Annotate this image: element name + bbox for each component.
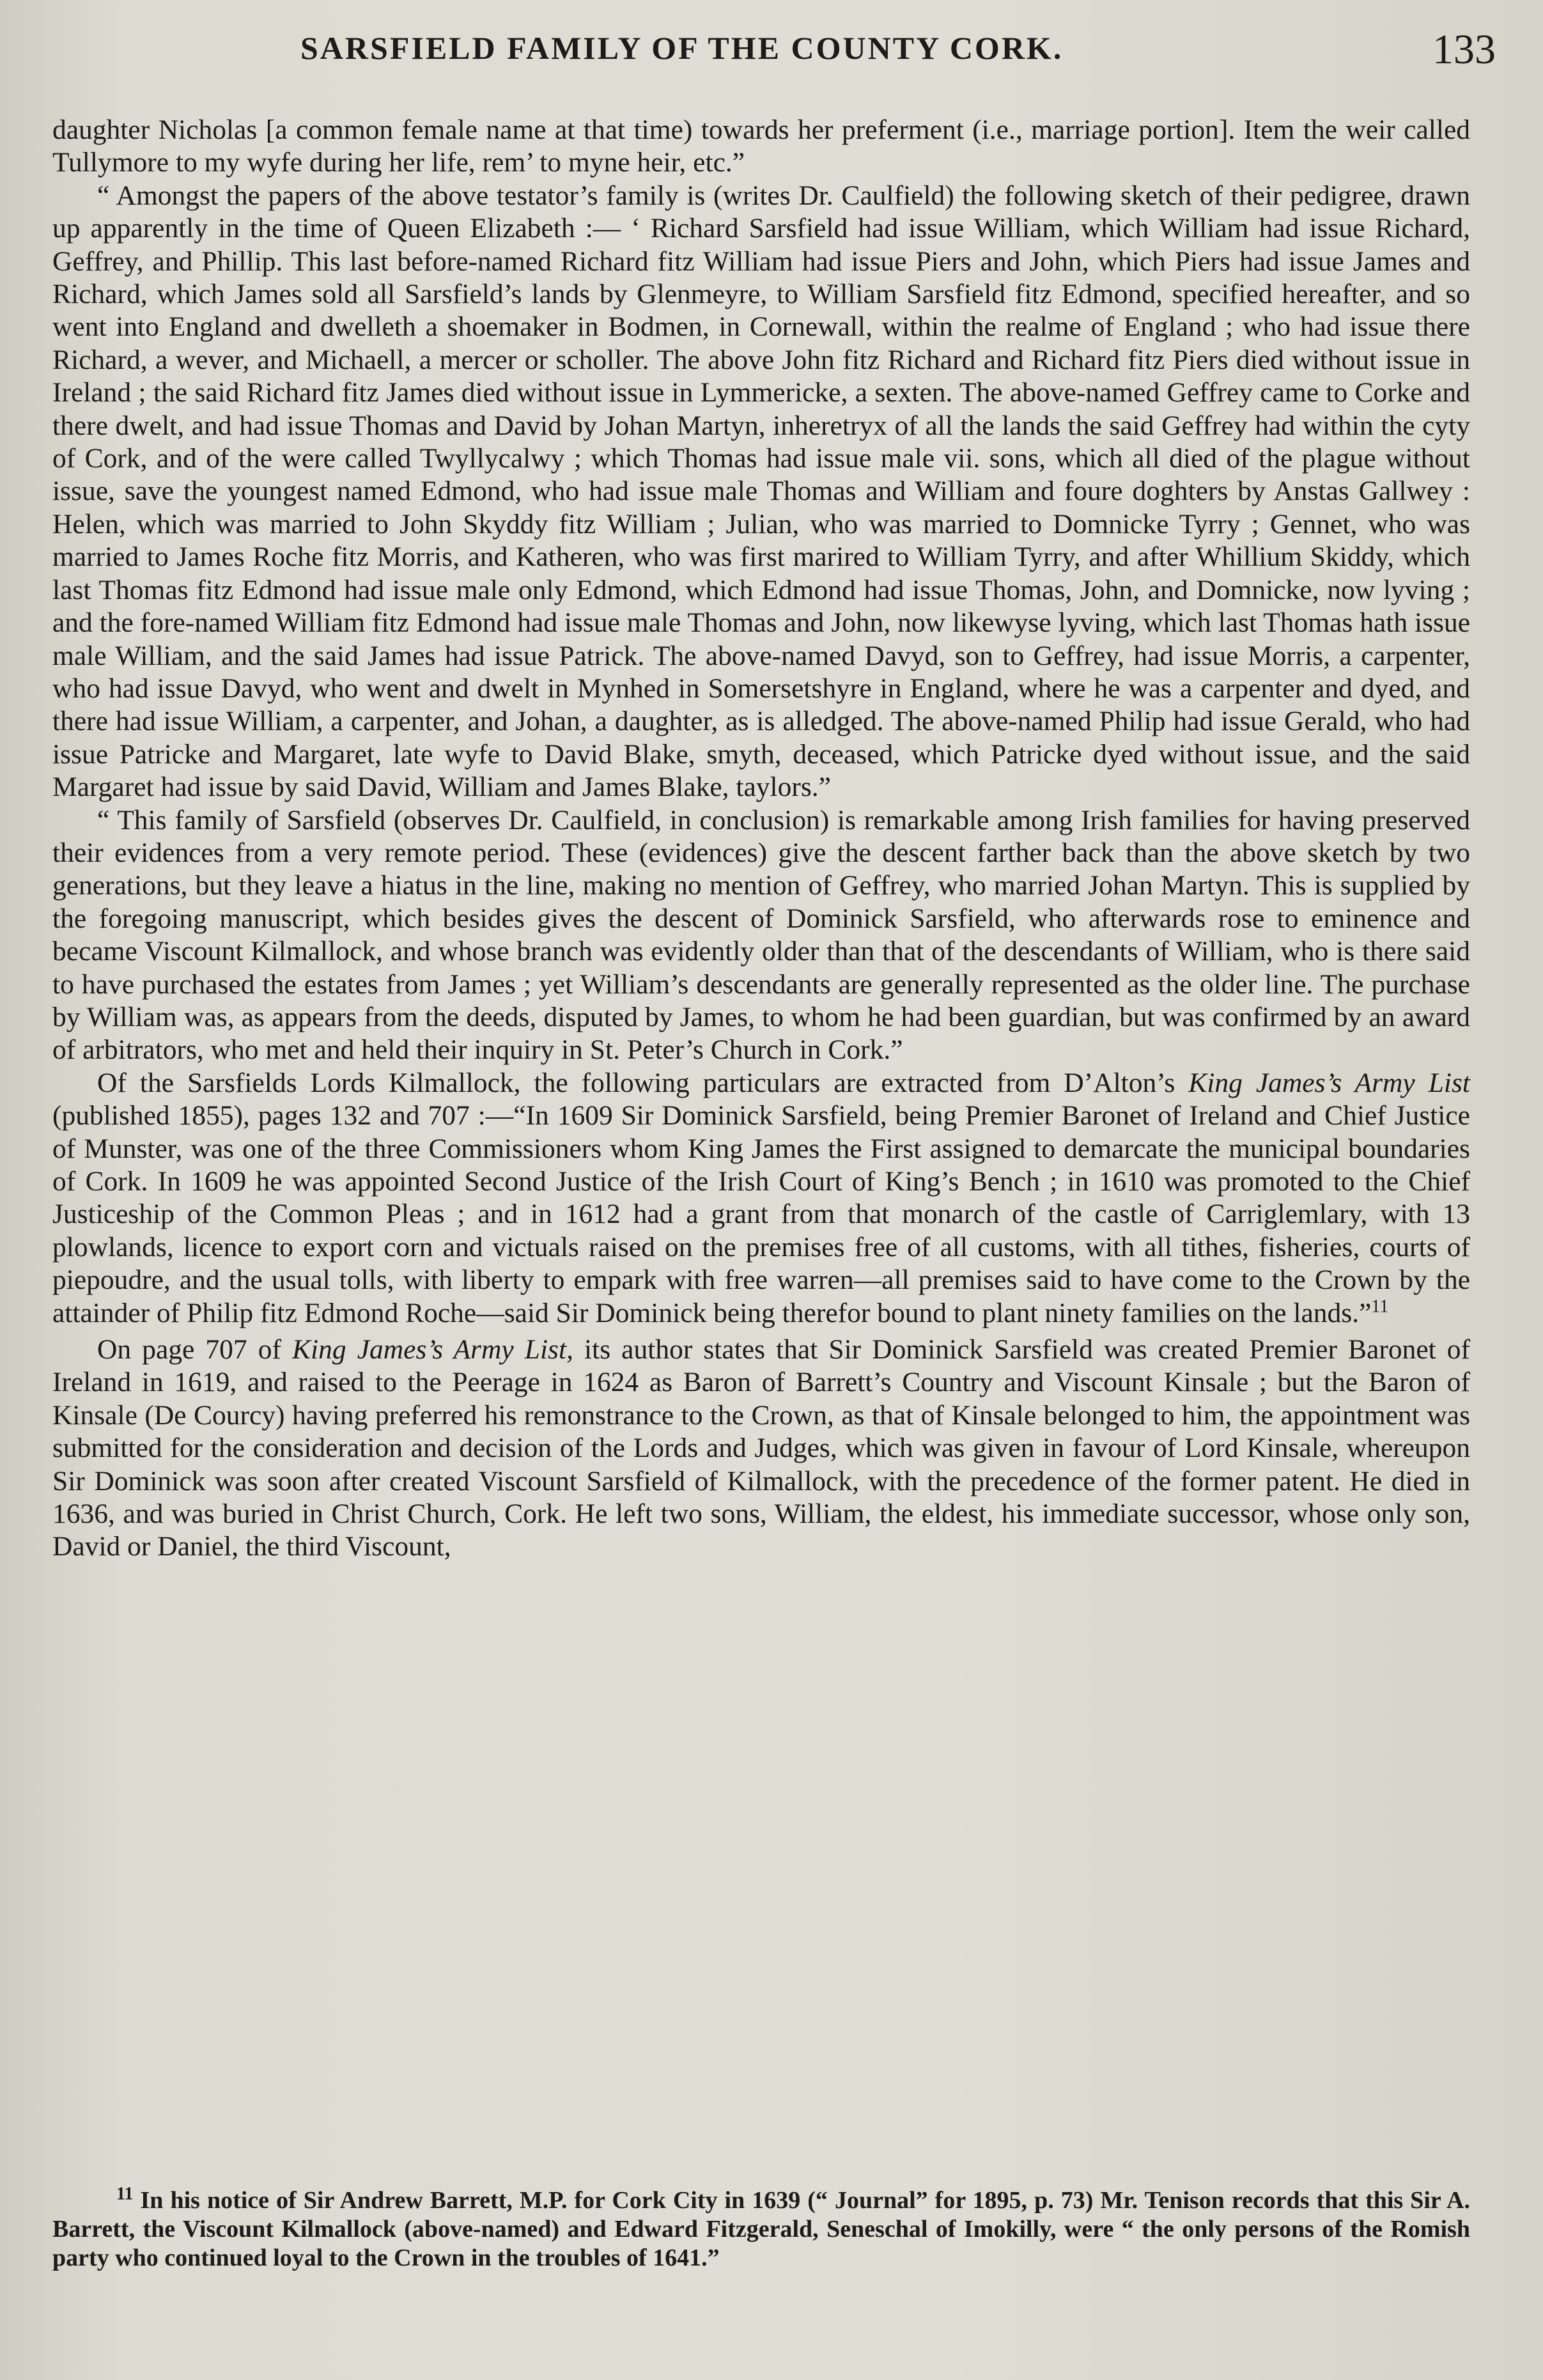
page-header [51, 26, 1496, 83]
paragraph-page-707 [52, 1334, 1470, 1564]
main-text [52, 114, 1470, 1564]
paragraph-kilmallock-particulars [52, 1067, 1470, 1330]
footnote-text: In his notice of Sir Andrew Barrett, M.P. for Cork City in 1639 (“ Journal” for 1895, p. 73) Mr. Tenison records that this Sir A. Barrett, the Viscount Kilmallock (above-named) and Edward Fitzgerald, Seneschal of Imokilly, were “ the only persons of the Romish party who continued loyal to the Crown in the troubles of 1641.” [52, 2187, 1470, 2271]
paragraph-caulfield-conclusion: “ This family of Sarsfield (observes Dr. Caulfield, in conclusion) is remarkable among Irish families for having preserved their evidences from a very remote period. These (evidences) give the descent farther back than the above sketch by two generations, but they leave a hiatus in the line, making no mention of Geffrey, who married Johan Martyn. This is supplied by the foregoing manuscript, which besides gives the descent of Dominick Sarsfield, who afterwards rose to eminence and became Viscount Kilmallock, and whose branch was evidently older than that of the descendants of William, who is there said to have purchased the estates from James ; yet William’s descendants are generally represented as the older line. The purchase by William was, as appears from the deeds, disputed by James, to whom he had been guardian, but was confirmed by an award of arbitrators, who met and held their inquiry in St. Peter’s Church in Cork.” [52, 804, 1470, 1066]
book-title-italic: King James’s Army List [1188, 1067, 1471, 1098]
text-run: (published 1855), pages 132 and 707 :—“In 1609 Sir Dominick Sarsfield, being Premier Baronet of Ireland and Chief Justice of Munster, was one of the three Commissioners whom King James the First assigned to demarcate the municipal boundaries of Cork. In 1609 he was appointed Second Justice of the Irish Court of King’s Bench ; in 1610 was promoted to the Chief Justiceship of the Common Pleas ; and in 1612 had a grant from that monarch of the castle of Carriglemlary, with 13 plowlands, licence to export corn and victuals raised on the premises free of all customs, with all tithes, fisheries, courts of piepoudre, and the usual tolls, with liberty to empark with free warren—all premises said to have come to the Crown by the attainder of Philip fitz Edmond Roche—said Sir Dominick being therefor bound to plant ninety families on the lands.” [52, 1100, 1470, 1328]
page-number: 133 [1432, 26, 1496, 73]
book-title-italic: King James’s Army List, [292, 1334, 573, 1365]
footnote-paragraph [52, 2186, 1470, 2273]
paragraph-continuation: daughter Nicholas [a common female name at that time) towards her preferment (i.e., marriage portion]. Item the weir called Tullymore to my wyfe during her life, rem’ to myne heir, etc.” [52, 114, 1470, 178]
text-run: its author states that Sir Dominick Sarsfield was created Premier Baronet of Ireland in 1619, and raised to the Peerage in 1624 as Baron of Barrett’s Country and Viscount Kinsale ; but the Baron of Kinsale (De Courcy) having preferred his remonstrance to the Crown, as that of Kinsale belonged to him, the appointment was submitted for the consideration and decision of the Lords and Judges, which was given in favour of Lord Kinsale, whereupon Sir Dominick was soon after created Viscount Sarsfield of Kilmallock, with the precedence of the former patent. He died in 1636, and was buried in Christ Church, Cork. He left two sons, William, the eldest, his immediate successor, whose only son, David or Daniel, the third Viscount, [52, 1334, 1471, 1562]
running-head: SARSFIELD FAMILY OF THE COUNTY CORK. [300, 30, 1064, 66]
footnote-marker: 11 [116, 2184, 134, 2204]
paragraph-pedigree-sketch: “ Amongst the papers of the above testator’s family is (writes Dr. Caulfield) the following sketch of their pedigree, drawn up apparently in the time of Queen Elizabeth :— ‘ Richard Sarsfield had issue William, which William had issue Richard, Geffrey, and Phillip. This last before-named Richard fitz William had issue Piers and John, which Piers had issue James and Richard, which James sold all Sarsfield’s lands by Glenmeyre, to William Sarsfield fitz Edmond, specified hereafter, and so went into England and dwelleth a shoemaker in Bodmen, in Cornewall, within the realme of England ; who had issue there Richard, a wever, and Michaell, a mercer or scholler. The above John fitz Richard and Richard fitz Piers died without issue in Ireland ; the said Richard fitz James died without issue in Lymmericke, a sexten. The above-named Geffrey came to Corke and there dwelt, and had issue Thomas and David by Johan Martyn, inheretryx of all the lands the said Geffrey had within the cyty of Cork, and of the were called Twyllycalwy ; which Thomas had issue male vii. sons, which all died of the plague without issue, save the youngest named Edmond, who had issue male Thomas and William and foure doghters by Anstas Gallwey : Helen, which was married to John Skyddy fitz William ; Julian, who was married to Domnicke Tyrry ; Gennet, who was married to James Roche fitz Morris, and Katheren, who was first marired to William Tyrry, and after Whillium Skiddy, which last Thomas fitz Edmond had issue male only Edmond, which Edmond had issue Thomas, John, and Domnicke, now lyving ; and the fore-named William fitz Edmond had issue male Thomas and John, now likewyse lyving, which last Thomas hath issue male William, and the said James had issue Patrick. The above-named Davyd, son to Geffrey, had issue Morris, a carpenter, who had issue Davyd, who went and dwelt in Mynhed in Somersetshyre in England, where he was a carpenter and dyed, and there had issue William, a carpenter, and Johan, a daughter, as is alledged. The above-named Philip had issue Gerald, who had issue Patricke and Margaret, late wyfe to David Blake, smyth, deceased, which Patricke dyed without issue, and the said Margaret had issue by said David, William and James Blake, taylors.” [52, 180, 1470, 803]
footnote [52, 2186, 1470, 2273]
text-run: Of the Sarsfields Lords Kilmallock, the following particulars are extracted from D’Alton’s [97, 1067, 1189, 1098]
footnote-reference: 11 [1371, 1296, 1389, 1317]
text-run: On page 707 of [97, 1334, 293, 1365]
